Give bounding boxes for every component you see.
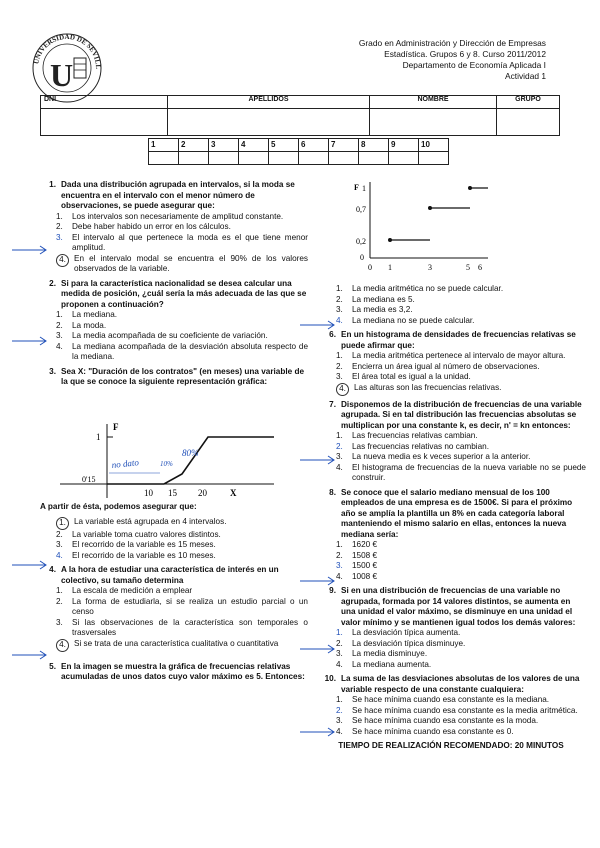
question-number: 8. (329, 487, 336, 497)
option-number: 3. (56, 617, 63, 627)
graph-x-tick: 3 (428, 263, 432, 272)
option-text: El área total es igual a la unidad. (352, 372, 471, 381)
q2-option-2[interactable] (36, 321, 308, 332)
option-text: La escala de medición a emplear (72, 586, 193, 595)
q6-option-3[interactable] (316, 372, 586, 383)
q10-option-2[interactable] (316, 706, 586, 717)
pen-arrow-icon (300, 455, 340, 465)
q9-option-3[interactable] (316, 649, 586, 660)
q1-option-2[interactable] (36, 222, 308, 233)
question-number: 7. (329, 399, 336, 409)
answer-number: 4 (239, 139, 269, 152)
q9-option-1[interactable] (316, 628, 586, 639)
graph-x-label: X (230, 488, 237, 498)
graph-y-label: F (113, 422, 119, 432)
pen-arrow-icon (12, 245, 52, 255)
q6-option-1[interactable] (316, 351, 586, 362)
question-text: Dada una distribución agrupada en intervalos, si la moda se encuentra en el intervalo con el menor número de observaciones, se puede asegurar que: (61, 180, 295, 210)
option-number: 2. (336, 705, 343, 715)
q4-option-3[interactable] (36, 618, 308, 639)
cumulative-graph (348, 178, 498, 272)
q1-option-1[interactable] (36, 212, 308, 223)
option-text: La mediana aumenta. (352, 659, 432, 669)
q6-option-4[interactable] (316, 383, 586, 396)
q8-option-4[interactable] (316, 572, 586, 583)
option-number: 1. (336, 431, 343, 440)
pen-arrow-icon (300, 320, 340, 330)
q2-option-4[interactable] (36, 342, 308, 363)
option-number: 1. (336, 695, 343, 704)
option-number: 3. (56, 331, 63, 340)
question-1 (36, 180, 308, 212)
option-text: La desviación típica aumenta. (352, 628, 461, 637)
answer-cell[interactable] (299, 152, 329, 165)
q5-option-2[interactable] (316, 295, 586, 306)
answer-cell[interactable] (359, 152, 389, 165)
graph-y-tick: 0 (360, 253, 364, 262)
option-number: 2. (336, 441, 343, 451)
option-text: Se hace mínima cuando esa constante es la mediana. (352, 695, 550, 704)
graph-y-tick: 0,7 (356, 205, 366, 214)
graph-x-tick: 0'15 (82, 475, 96, 484)
question-2 (36, 279, 308, 311)
q3-prompt: A partir de ésta, podemos asegurar que: (40, 502, 197, 511)
question-number: 5. (49, 661, 56, 671)
option-number: 1. (336, 284, 343, 293)
left-column (36, 176, 308, 388)
option-text: La mediana. (72, 310, 118, 319)
option-text: 1508 € (352, 550, 378, 560)
graph-y-tick: 1 (362, 184, 366, 193)
option-text: Debe haber habido un error en los cálculos. (72, 222, 231, 231)
header-activity: Actividad 1 (505, 71, 546, 82)
q10-option-4[interactable] (316, 727, 586, 738)
q10-option-3[interactable] (316, 716, 586, 727)
option-number: 4. (56, 341, 63, 351)
option-number: 2. (56, 596, 63, 606)
question-text: La suma de las desviaciones absolutas de los valores de una variable respecto de una constante cualquiera: (341, 674, 580, 694)
question-number: 6. (329, 330, 336, 339)
logo-letter: U (50, 57, 74, 93)
option-text: 1008 € (352, 571, 378, 581)
question-3 (36, 367, 308, 388)
question-text: En un histograma de densidades de frecuencias relativas se puede afirmar que: (341, 330, 576, 350)
option-number: 4. (56, 254, 69, 267)
question-5 (36, 662, 308, 683)
duration-graph (52, 418, 282, 502)
option-number: 4. (336, 462, 343, 472)
answer-cell[interactable] (269, 152, 299, 165)
answer-grid (148, 138, 449, 165)
answer-cell[interactable] (209, 152, 239, 165)
answer-cell[interactable] (329, 152, 359, 165)
q9-option-2[interactable] (316, 639, 586, 650)
option-number: 2. (56, 222, 63, 231)
answer-number: 2 (179, 139, 209, 152)
option-text: El histograma de frecuencias de la nueva variable no se puede construir. (352, 462, 586, 482)
q1-option-3[interactable] (36, 233, 308, 254)
header-department: Departamento de Economía Aplicada I (402, 60, 546, 71)
question-number: 3. (49, 366, 56, 376)
option-text: El intervalo al que pertenece la moda es el que tiene menor amplitud. (72, 232, 308, 252)
answer-number: 8 (359, 139, 389, 152)
grupo-header: GRUPO (497, 96, 560, 109)
option-text: Encierra un área igual al número de observaciones. (352, 361, 540, 371)
handwritten-note: no dato (111, 457, 140, 470)
question-7 (316, 400, 586, 432)
q5-option-1[interactable] (316, 284, 586, 295)
option-text: Se hace mínima cuando esa constante es 0. (352, 726, 514, 736)
q5-option-4[interactable] (316, 316, 586, 327)
logo-text: UNIVERSIDAD DE SEVILL (32, 32, 103, 70)
grupo-field[interactable] (497, 109, 560, 136)
option-text: Se hace mínima cuando esa constante es la media aritmética. (352, 705, 578, 715)
answer-cell[interactable] (239, 152, 269, 165)
course-header (359, 38, 546, 82)
left-column-lower (36, 500, 308, 683)
q7-option-2[interactable] (316, 442, 586, 453)
q7-option-4[interactable] (316, 463, 586, 484)
option-number: 4. (56, 550, 63, 560)
option-number: 3. (336, 716, 343, 725)
question-text: A la hora de estudiar una característica de interés en un colectivo, su tamaño determina (61, 565, 279, 585)
option-number: 2. (336, 550, 343, 560)
question-text: Disponemos de la distribución de frecuencias de una variable agrupada. Si en tal distribución las frecuencias absolutas se multiplican por una constante k, es decir, n' = kn entonces: (341, 399, 582, 430)
option-text: El recorrido de la variable es 10 meses. (72, 550, 216, 560)
right-column (316, 284, 586, 752)
option-number: 2. (336, 294, 343, 304)
option-text: Las frecuencias relativas no cambian. (352, 441, 489, 451)
graph-x-tick: 15 (168, 488, 177, 498)
q8-option-1[interactable] (316, 540, 586, 551)
q2-option-3[interactable] (36, 331, 308, 342)
option-number: 1. (56, 211, 63, 221)
option-text: La nueva media es k veces superior a la anterior. (352, 452, 531, 461)
option-number: 4. (336, 315, 343, 325)
option-number: 3. (336, 452, 343, 461)
option-text: La moda. (72, 320, 107, 330)
option-text: Las frecuencias relativas cambian. (352, 431, 478, 440)
question-number: 10. (324, 674, 336, 683)
answer-number: 10 (419, 139, 449, 152)
answer-number: 9 (389, 139, 419, 152)
graph-y-tick: 0,2 (356, 237, 366, 246)
option-number: 3. (56, 540, 63, 549)
question-text: Si en una distribución de frecuencias de una variable no agrupada, formada por 14 valores distintos, se aumenta en una unidad el valor máximo, se disminuye en una unidad el valor mínimo y se mantienen igual todos los demás valores: (341, 586, 576, 627)
question-4 (36, 565, 308, 586)
question-10 (316, 674, 586, 695)
option-number: 1. (56, 310, 63, 319)
apellidos-header: APELLIDOS (168, 96, 370, 109)
option-number: 4. (56, 639, 69, 652)
q8-option-2[interactable] (316, 551, 586, 562)
q1-option-4[interactable] (36, 254, 308, 275)
pen-arrow-icon (12, 650, 52, 660)
option-text: La media aritmética no se puede calcular. (352, 284, 504, 293)
q6-option-2[interactable] (316, 362, 586, 373)
option-number: 4. (336, 383, 349, 396)
answer-number: 6 (299, 139, 329, 152)
question-6 (316, 330, 586, 351)
handwritten-note: 80% (182, 448, 199, 458)
graph-y-tick: 1 (96, 432, 101, 442)
graph-x-tick: 10 (144, 488, 153, 498)
question-8 (316, 488, 586, 541)
graph-x-tick: 0 (368, 263, 372, 272)
q4-option-4[interactable] (36, 639, 308, 652)
graph-x-tick: 20 (198, 488, 207, 498)
option-number: 1. (336, 628, 343, 637)
answer-cell[interactable] (419, 152, 449, 165)
q3-option-2[interactable] (36, 530, 308, 541)
option-text: Las alturas son las frecuencias relativas. (354, 382, 502, 392)
q7-option-1[interactable] (316, 431, 586, 442)
nombre-header: NOMBRE (370, 96, 497, 109)
question-number: 2. (49, 278, 56, 288)
dni-field[interactable] (41, 109, 168, 136)
answer-cell[interactable] (149, 152, 179, 165)
question-text: Se conoce que el salario mediano mensual de los 100 empleados de una empresa es de 1500€. Si para el próximo año se amplía la plantilla un 8% en cada categoría laboral manteniendo el mismo salario en ellas, entonces la nueva mediana sería: (341, 487, 573, 539)
option-number: 3. (336, 561, 343, 570)
q5-option-3[interactable] (316, 305, 586, 316)
option-text: La media disminuye. (352, 649, 428, 658)
pen-arrow-icon (300, 644, 340, 654)
q4-option-2[interactable] (36, 597, 308, 618)
pen-arrow-icon (12, 336, 52, 346)
apellidos-field[interactable] (168, 109, 370, 136)
option-text: La variable toma cuatro valores distintos. (72, 529, 221, 539)
option-number: 4. (336, 571, 343, 581)
option-number: 1. (336, 540, 343, 549)
option-number: 2. (56, 320, 63, 330)
option-number: 2. (336, 638, 343, 648)
q3-option-3[interactable] (36, 540, 308, 551)
question-text: En la imagen se muestra la gráfica de frecuencias relativas acumuladas de unos datos cuyo valor máximo es 5. Entonces: (61, 661, 305, 681)
option-text: La desviación típica disminuye. (352, 638, 466, 648)
question-number: 1. (49, 180, 56, 189)
option-number: 1. (336, 351, 343, 360)
option-text: La forma de estudiarla, si se realiza un estudio parcial o un censo (72, 596, 308, 616)
q3-option-1[interactable] (36, 517, 308, 530)
option-number: 2. (56, 529, 63, 539)
option-text: La mediana acompañada de la desviación absoluta respecto de la mediana. (72, 341, 308, 361)
header-course: Estadística. Grupos 6 y 8. Curso 2011/2012 (384, 49, 546, 60)
option-number: 3. (336, 372, 343, 381)
option-number: 3. (336, 305, 343, 314)
question-text: Si para la característica nacionalidad se desea calcular una medida de posición, ¿cuál sería la más adecuada de las que se proponen a continuación? (61, 278, 307, 309)
option-number: 1. (56, 517, 69, 530)
q8-option-3[interactable] (316, 561, 586, 572)
option-text: La media acompañada de su coeficiente de variación. (72, 331, 268, 340)
q7-option-3[interactable] (316, 452, 586, 463)
answer-cell[interactable] (179, 152, 209, 165)
option-text: La media es 3,2. (352, 305, 413, 314)
graph-x-tick: 1 (388, 263, 392, 272)
q3-option-4[interactable] (36, 551, 308, 562)
graph-x-tick: 5 (466, 263, 470, 272)
option-text: 1620 € (352, 540, 378, 549)
question-text: Sea X: "Duración de los contratos" (en meses) una variable de la que se conoce la siguiente representación gráfica: (61, 366, 305, 386)
recommended-time: TIEMPO DE REALIZACIÓN RECOMENDADO: 20 MINUTOS (338, 741, 564, 750)
question-9 (316, 586, 586, 628)
graph-y-label: F (354, 183, 359, 192)
option-text: El recorrido de la variable es 15 meses. (72, 540, 216, 549)
handwritten-note: 10% (160, 460, 173, 468)
question-number: 9. (329, 586, 336, 595)
option-number: 3. (336, 649, 343, 658)
pen-arrow-icon (12, 560, 52, 570)
option-number: 4. (336, 659, 343, 669)
dni-header: DNI (41, 96, 168, 109)
option-text: La mediana es 5. (352, 294, 415, 304)
graph-x-tick: 6 (478, 263, 482, 272)
option-text: 1500 € (352, 561, 378, 570)
q2-option-1[interactable] (36, 310, 308, 321)
option-number: 2. (336, 361, 343, 371)
answer-number: 5 (269, 139, 299, 152)
answer-number: 3 (209, 139, 239, 152)
q10-option-1[interactable] (316, 695, 586, 706)
q4-option-1[interactable] (36, 586, 308, 597)
header-degree: Grado en Administración y Dirección de Empresas (358, 38, 546, 48)
option-number: 1. (56, 586, 63, 595)
option-text: La mediana no se puede calcular. (352, 315, 475, 325)
answer-number: 1 (149, 139, 179, 152)
option-number: 3. (56, 232, 63, 242)
answer-cell[interactable] (389, 152, 419, 165)
student-id-table (40, 95, 560, 136)
pen-arrow-icon (300, 727, 340, 737)
option-text: Si se trata de una característica cualitativa o cuantitativa (74, 638, 279, 648)
option-text: Los intervalos son necesariamente de amplitud constante. (72, 211, 284, 221)
option-text: Se hace mínima cuando esa constante es la moda. (352, 716, 539, 725)
option-text: Si las observaciones de la característica son temporales o trasversales (72, 617, 308, 637)
option-text: La variable está agrupada en 4 intervalos. (74, 516, 227, 526)
option-number: 4. (336, 726, 343, 736)
option-text: La media aritmética pertenece al intervalo de mayor altura. (352, 351, 566, 360)
question-number: 4. (49, 565, 56, 574)
answer-number: 7 (329, 139, 359, 152)
option-text: En el intervalo modal se encuentra el 90% de los valores observados de la variable. (74, 253, 308, 273)
q9-option-4[interactable] (316, 660, 586, 671)
nombre-field[interactable] (370, 109, 497, 136)
pen-arrow-icon (300, 576, 340, 586)
